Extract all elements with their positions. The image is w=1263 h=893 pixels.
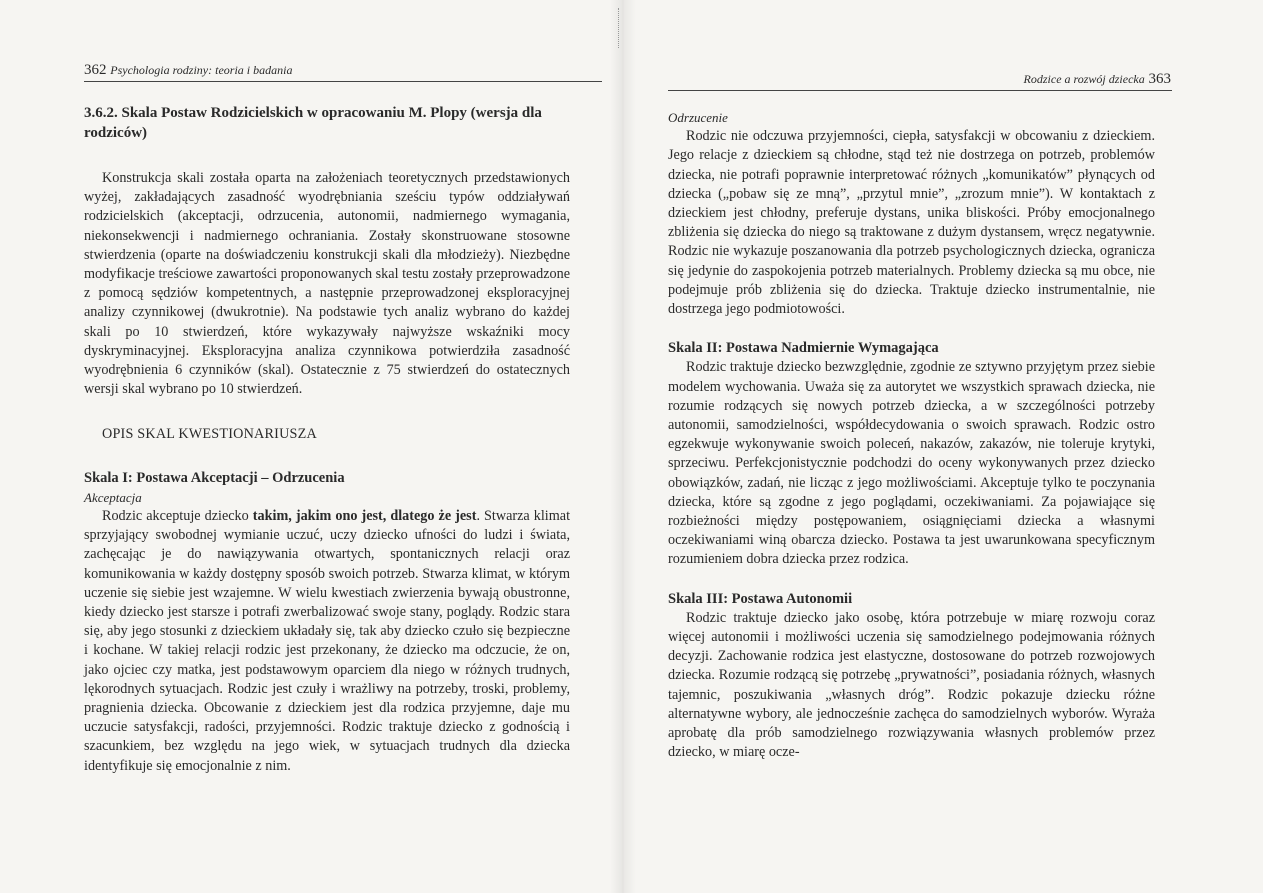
scale2-heading: Skala II: Postawa Nadmiernie Wymagająca — [668, 340, 939, 357]
scale3-paragraph: Rodzic traktuje dziecko jako osobę, która potrzebuje w miarę rozwoju coraz więcej autonomii i możliwości uczenia się samodzielnego podejmowania różnych decyzji. Zachowanie rodzica jest elastyczne, dostosowane do potrzeb rozwojowych dziecka. Rozumie rodzącą się potrzebę „prywatności”, posiadania różnych, własnych tajemnic, poszukiwania „własnych dróg”. Rodzic pokazuje dziecku różne alternatywne wybory, ale jednocześnie zachęca do samodzielnych wyborów. Wyraża aprobatę dla prób samodzielnego rozwiązywania własnych problemów przez dziecko, w miarę ocze- — [668, 609, 1155, 761]
right-running-title: Rodzice a rozwój dziecka — [1023, 72, 1145, 86]
left-running-head — [84, 62, 292, 79]
left-page-number: 362 — [84, 62, 107, 78]
scale1-subheading: Akceptacja — [84, 489, 142, 505]
left-page-content — [84, 103, 570, 776]
right-page — [628, 0, 1263, 893]
opis-heading — [84, 425, 570, 444]
intro-paragraph: Konstrukcja skali została oparta na założeniach teoretycznych przedstawionych wyżej, zakładających zasadność wyodrębniania sześciu typów oddziaływań rodzicielskich (akceptacji, odrzucenia, autonomii, nadmiernego wymagania, niekonsekwencji i nadmiernego ochraniania. Zostały skonstruowane stosowne stwierdzenia (oparte na doświadczeniu konstrukcji skali dla młodzieży). Niezbędne modyfikacje treściowe zawartości proponowanych skal testu zostały przeprowadzone z pomocą sędziów kompetentnych, a następnie przeprowadzonej eksploracyjnej analizy czynnikowej (dwukrotnie). Na podstawie tych analiz wybrano do każdej skali po 10 stwierdzeń, które wykazywały najwyższe wskaźniki mocy dyskryminacyjnej. Eksploracyjna analiza czynnikowa potwierdziła zasadność wyodrębnienia 6 czynników (skal). Ostatecznie z 75 stwierdzeń do ostatecznych wersji skal wybrano po 10 stwierdzeń. — [84, 170, 570, 398]
section-heading: 3.6.2. Skala Postaw Rodzicielskich w opracowaniu M. Plopy (wersja dla rodziców) — [84, 105, 542, 141]
scale1-text-after: . Stwarza klimat sprzyjający swobodnej wymianie uczuć, uczy dziecko ufności do ludzi i świata, zachęcając je do nawiązywania otwartych, spontanicznych relacji oraz komunikowania w każdy dostępny sposób swoich potrzeb. Stwarza klimat, w którym uczenie się siebie jest wzajemne. W wielu kwestiach zwierzenia bywają obustronne, kiedy dziecko jest starsze i potrafi zwerbalizować swoje stany, poglądy. Rodzic stara się, aby jego stosunki z dzieckiem układały się, tak aby dziecko czuło się bezpieczne i kochane. W takiej relacji rodzic jest przekonany, że dziecko ma odczucie, że on, jako ojciec czy matka, jest podstawowym oparciem dla niego w różnych trudnych, lękorodnych sytuacjach. Rodzic jest czuły i wrażliwy na potrzeby, troski, problemy, pragnienia dziecka. Obcowanie z dzieckiem jest dla rodzica przyjemne, daje mu uczucie satysfakcji, radości, przyjemności. Rodzic traktuje dziecko z godnością i szacunkiem, bez względu na jego wiek, w sytuacjach trudnych dla dziecka identyfikuje się emocjonalnie z nim. — [84, 508, 571, 774]
left-page — [0, 0, 620, 893]
scale2-paragraph: Rodzic traktuje dziecko bezwzględnie, zgodnie ze sztywno przyjętym przez siebie modelem wychowania. Uważa się za autorytet we wszystkich sprawach dziecka, nie rozumie rodzących się nowych potrzeb dziecka, a w szczególności potrzeby autonomii, samodzielności, współdecydowania o swoich sprawach. Rodzic ostro egzekwuje wykonywanie swoich poleceń, nakazów, zakazów, nie toleruje krytyki, sprzeciwu. Perfekcjonistycznie podchodzi do oceny wykonywanych przez dziecko obowiązków, zadań, nie licząc z jego możliwościami. Akceptuje tylko te poczynania dziecka, które są zgodne z jego poglądami, oczekiwaniami. Za pojawiające się rozbieżności między postępowaniem, osiągnięciami dziecka a własnymi oczekiwaniami winą obarcza dziecko. Postawa ta jest uwarunkowana specyficznym rozumieniem dobra dziecka przez rodzica. — [668, 359, 1155, 568]
scale1-text-before: Rodzic akceptuje dziecko — [102, 508, 253, 525]
right-page-content — [668, 108, 1155, 763]
right-header-rule — [668, 90, 1172, 91]
right-running-head — [1024, 71, 1171, 88]
left-running-title: Psychologia rodziny: teoria i badania — [110, 63, 293, 77]
odrzucenie-subheading: Odrzucenie — [668, 110, 728, 125]
right-page-number: 363 — [1148, 71, 1171, 87]
opis-heading-text: OPIS SKAL KWESTIONARIUSZA — [102, 426, 317, 443]
scale1-text-bold: takim, jakim ono jest, dlatego że jest — [252, 508, 477, 525]
scale1-paragraph — [84, 507, 570, 776]
scale1-heading: Skala I: Postawa Akceptacji – Odrzucenia — [84, 469, 345, 486]
odrzucenie-paragraph: Rodzic nie odczuwa przyjemności, ciepła, satysfakcji w obcowaniu z dzieckiem. Jego relacje z dzieckiem są chłodne, stąd też nie dostrzega on potrzeb, problemów dziecka, nie potrafi poprawnie interpretować różnych „komunikatów” płynących od dziecka („pobaw się ze mną”, „przytul mnie”, „zrozum mnie”). W kontaktach z dzieckiem jest chłodny, preferuje dystans, unika bliskości. Próby emocjonalnego zbliżenia się dziecka do niego są traktowane z dużym dystansem, wręcz negatywnie. Rodzic nie wykazuje poszanowania dla potrzeb psychologicznych dziecka, ogranicza się jedynie do zaspokojenia potrzeb materialnych. Problemy dziecka są mu obce, nie podejmuje prób zbliżenia się do dziecka. Traktuje dziecko instrumentalnie, nie dostrzega jego podmiotowości. — [668, 128, 1155, 318]
left-header-rule — [84, 81, 602, 82]
scale3-heading: Skala III: Postawa Autonomii — [668, 590, 853, 607]
